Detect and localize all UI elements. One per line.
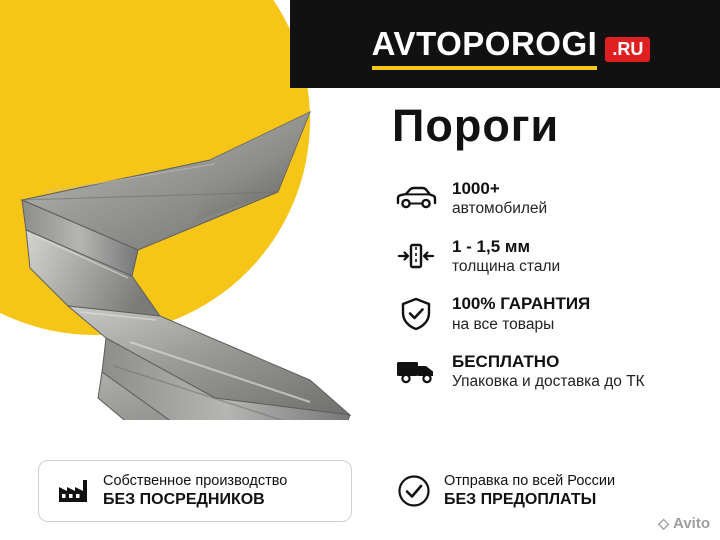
brand-logo-text: AVTOPOROGI [372, 25, 598, 63]
brand-logo-underline [372, 66, 598, 70]
badge-line-2: БЕЗ ПРЕДОПЛАТЫ [444, 491, 597, 509]
truck-icon [394, 351, 438, 391]
thickness-icon [394, 236, 438, 276]
feature-title: БЕСПЛАТНО [452, 351, 560, 371]
car-icon [394, 178, 438, 218]
factory-icon [53, 477, 93, 505]
badge-line-1: Собственное производство [103, 472, 288, 489]
feature-item [394, 351, 700, 392]
content-column [380, 100, 700, 409]
feature-title: 100% ГАРАНТИЯ [452, 294, 591, 314]
product-photo [10, 80, 360, 420]
production-badge [38, 460, 352, 522]
badge-line-2: БЕЗ ПОСРЕДНИКОВ [103, 491, 265, 509]
avito-watermark-text: Avito [673, 515, 710, 532]
feature-text [452, 351, 645, 392]
badge-text [103, 472, 287, 510]
brand-logo-domain-badge: .RU [605, 37, 650, 62]
feature-text [452, 293, 590, 334]
feature-subtitle: толщина стали [452, 257, 561, 275]
avito-watermark [658, 515, 710, 532]
shield-check-icon [394, 294, 438, 334]
feature-item [394, 293, 700, 334]
badge-text [444, 472, 615, 510]
feature-title: 1000+ [452, 179, 500, 198]
avito-mark-icon: ◇ [658, 515, 670, 531]
feature-item [394, 178, 700, 219]
feature-subtitle: автомобилей [452, 200, 548, 218]
feature-title: 1 - 1,5 мм [452, 236, 531, 256]
feature-subtitle: на все товары [452, 315, 555, 333]
feature-subtitle: Упаковка и доставка до ТК [452, 373, 645, 391]
header-bar [290, 0, 720, 88]
feature-text [452, 178, 547, 219]
page-title: Пороги [392, 100, 560, 151]
brand-logo [372, 25, 651, 63]
check-circle-icon [394, 474, 434, 508]
feature-item [394, 236, 700, 277]
feature-text [452, 236, 560, 277]
feature-list [394, 178, 700, 392]
shipping-badge [380, 460, 690, 522]
badge-line-1: Отправка по всей России [444, 472, 616, 489]
